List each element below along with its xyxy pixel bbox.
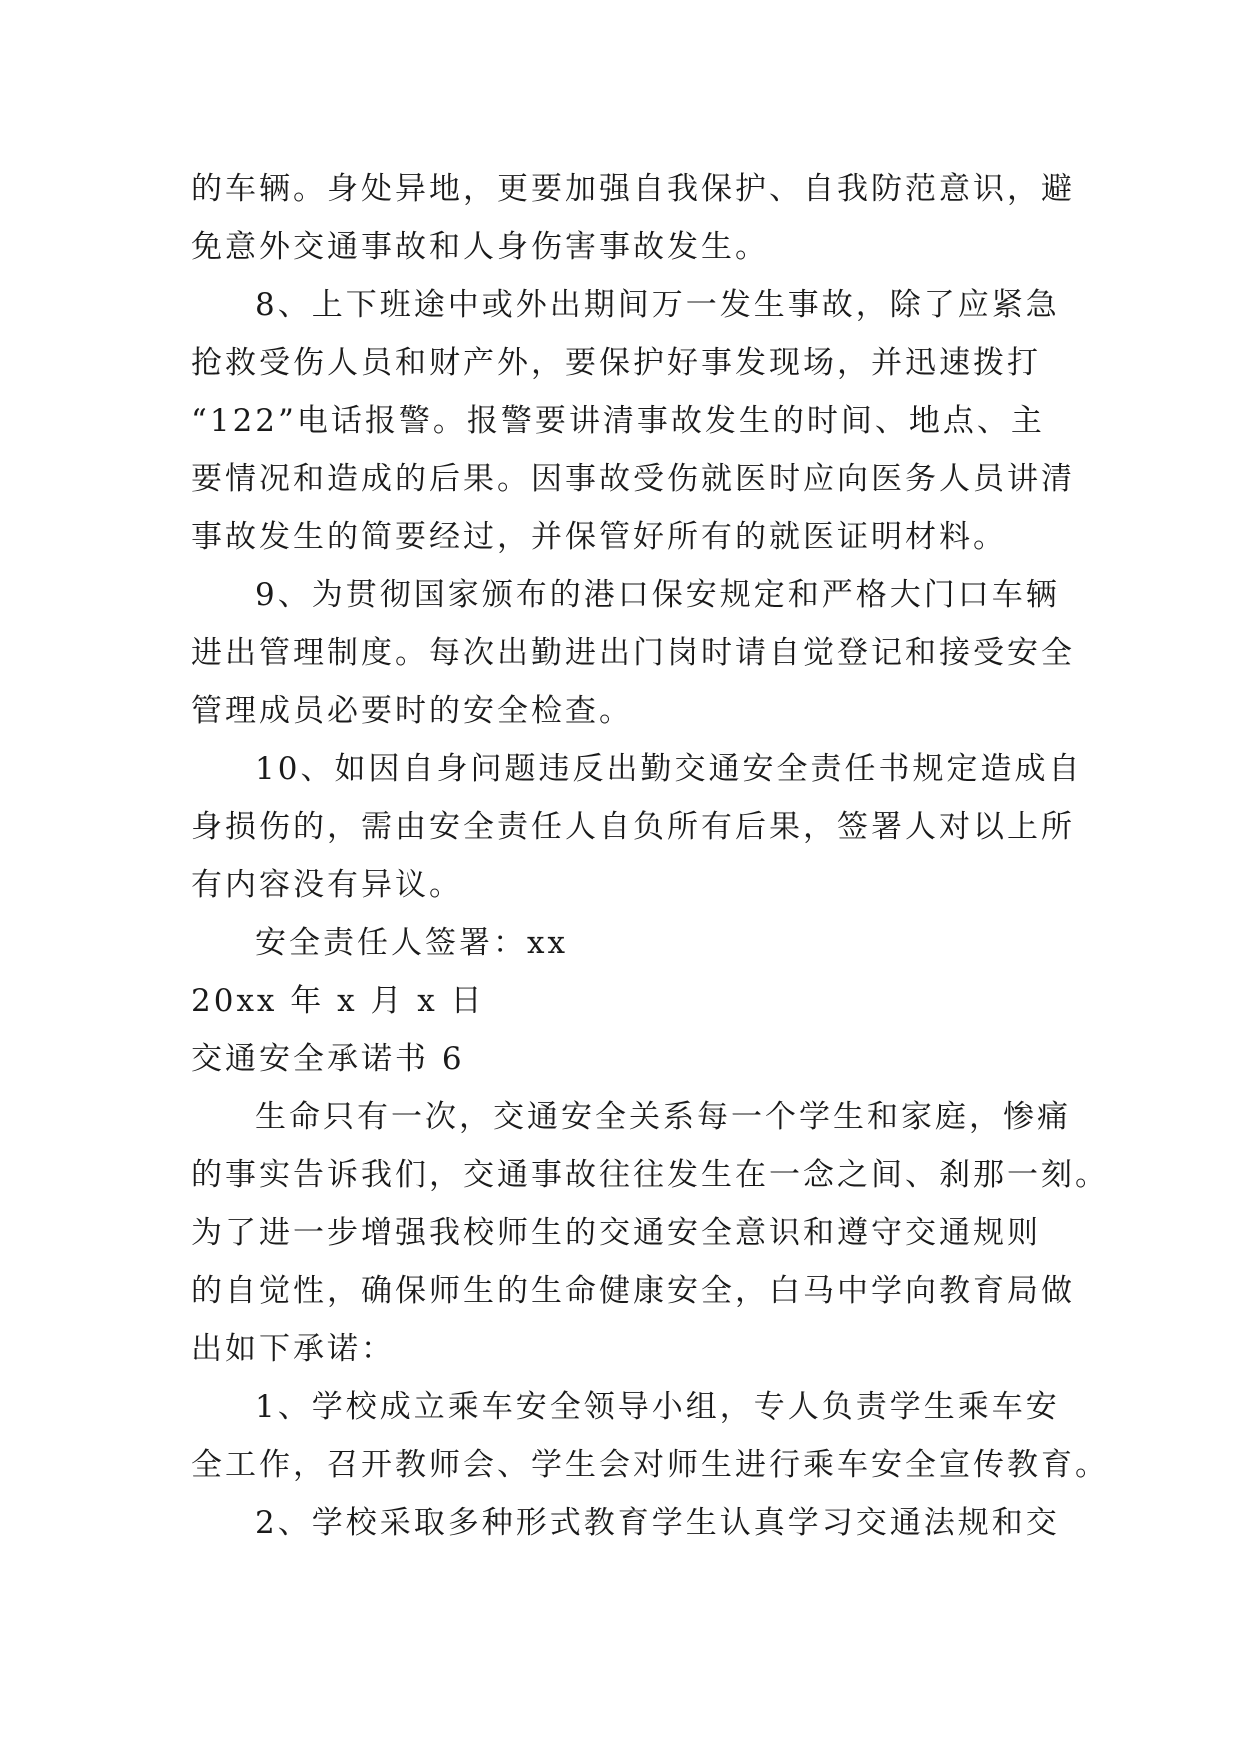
- text-line: 生命只有一次，交通安全关系每一个学生和家庭，惨痛: [255, 1099, 1071, 1135]
- text-line: 的自觉性，确保师生的生命健康安全，白马中学向教育局做: [191, 1273, 1075, 1309]
- text-line: 免意外交通事故和人身伤害事故发生。: [191, 229, 769, 265]
- text-line: 有内容没有异议。: [191, 867, 463, 903]
- text-line: 1、学校成立乘车安全领导小组，专人负责学生乘车安: [255, 1389, 1060, 1425]
- text-line: 9、为贯彻国家颁布的港口保安规定和严格大门口车辆: [255, 577, 1060, 613]
- text-line: 出如下承诺：: [191, 1331, 395, 1367]
- signature-line: 安全责任人签署：xx: [255, 925, 568, 961]
- text-line: 为了进一步增强我校师生的交通安全意识和遵守交通规则: [191, 1215, 1041, 1251]
- text-line: 身损伤的，需由安全责任人自负所有后果，签署人对以上所: [191, 809, 1075, 845]
- text-line: 要情况和造成的后果。因事故受伤就医时应向医务人员讲清: [191, 461, 1075, 497]
- text-line: 进出管理制度。每次出勤进出门岗时请自觉登记和接受安全: [191, 635, 1075, 671]
- text-line: 的事实告诉我们，交通事故往往发生在一念之间、刹那一刻。: [191, 1157, 1109, 1193]
- text-line: 的车辆。身处异地，更要加强自我保护、自我防范意识，避: [191, 171, 1075, 207]
- section-title: 交通安全承诺书 6: [191, 1041, 465, 1077]
- date-line: 20xx 年 x 月 x 日: [191, 983, 485, 1019]
- text-line: 2、学校采取多种形式教育学生认真学习交通法规和交: [255, 1505, 1060, 1541]
- text-line: 事故发生的简要经过，并保管好所有的就医证明材料。: [191, 519, 1007, 555]
- text-line: 全工作，召开教师会、学生会对师生进行乘车安全宣传教育。: [191, 1447, 1109, 1483]
- text-line: 抢救受伤人员和财产外，要保护好事发现场，并迅速拨打: [191, 345, 1041, 381]
- text-line: “122”电话报警。报警要讲清事故发生的时间、地点、主: [191, 403, 1045, 439]
- text-line: 管理成员必要时的安全检查。: [191, 693, 633, 729]
- document-body: [191, 160, 1109, 1552]
- text-line: 8、上下班途中或外出期间万一发生事故，除了应紧急: [255, 287, 1060, 323]
- text-line: 10、如因自身问题违反出勤交通安全责任书规定造成自: [255, 751, 1083, 787]
